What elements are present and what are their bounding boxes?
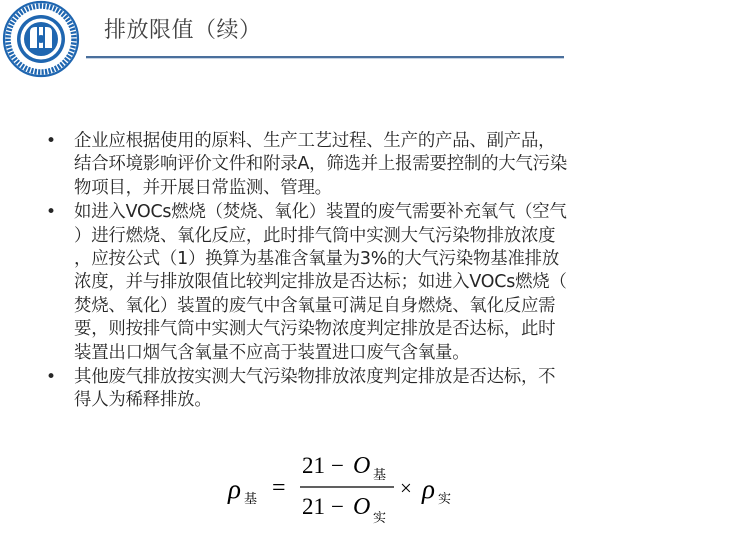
bullet-item-1 [44, 130, 684, 200]
title-underline-shadow [86, 58, 564, 59]
bullet-list [44, 130, 684, 414]
formula-rhs-subscript: 实 [438, 491, 452, 506]
formula-times: × [400, 476, 412, 500]
bullet-line: 装置出口烟气含氧量不应高于装置进口废气含氧量。 [74, 342, 470, 363]
bullet-line: 浓度，并与排放限值比较判定排放是否达标；如进入VOCs燃烧（ [74, 272, 567, 293]
bullet-line: 物项目，并开展日常监测、管理。 [74, 177, 332, 198]
bullet-line: ）进行燃烧、氧化反应，此时排气筒中实测大气污染物排放浓度 [74, 225, 556, 246]
bullet-item-2 [44, 201, 684, 365]
formula-numerator-o: O [353, 453, 371, 479]
formula-numerator-subscript: 基 [373, 467, 387, 482]
bullet-dot-icon: • [46, 131, 56, 151]
bullet-dot-icon: • [46, 367, 56, 388]
formula-denominator-const: 21 [302, 494, 325, 519]
formula-equals: = [272, 475, 286, 501]
bullet-line: 其他废气排放按实测大气污染物排放浓度判定排放是否达标，不 [74, 367, 556, 388]
bullet-line: 结合环境影响评价文件和附录A，筛选并上报需要控制的大气污染 [74, 154, 568, 175]
formula-numerator-const: 21 [302, 453, 325, 478]
formula-denominator-subscript: 实 [373, 510, 387, 525]
formula-lhs-rho: ρ [228, 474, 241, 504]
bullet-line: 焚烧、氧化）装置的废气中含氧量可满足自身燃烧、氧化反应需 [74, 295, 556, 316]
bullet-line: 要，则按排气筒中实测大气污染物浓度判定排放是否达标，此时 [74, 319, 556, 340]
formula-denominator-minus: − [331, 494, 344, 519]
formula-rhs-rho: ρ [422, 474, 435, 504]
university-logo [2, 0, 80, 78]
bullet-dot-icon: • [46, 202, 56, 223]
bullet-line: ，应按公式（1）换算为基准含氧量为3%的大气污染物基准排放 [74, 249, 560, 270]
oxygen-conversion-formula [226, 448, 486, 534]
bullet-line: 如进入VOCs燃烧（焚烧、氧化）装置的废气需要补充氧气（空气 [74, 202, 567, 223]
formula-numerator-minus: − [331, 453, 344, 478]
formula-lhs-subscript: 基 [244, 491, 258, 506]
formula-denominator-o: O [353, 494, 371, 520]
bullet-item-3 [44, 366, 684, 413]
page-title: 排放限值（续） [104, 18, 262, 43]
bullet-line: 企业应根据使用的原料、生产工艺过程、生产的产品、副产品， [74, 131, 556, 151]
bullet-line: 得人为稀释排放。 [74, 390, 212, 411]
